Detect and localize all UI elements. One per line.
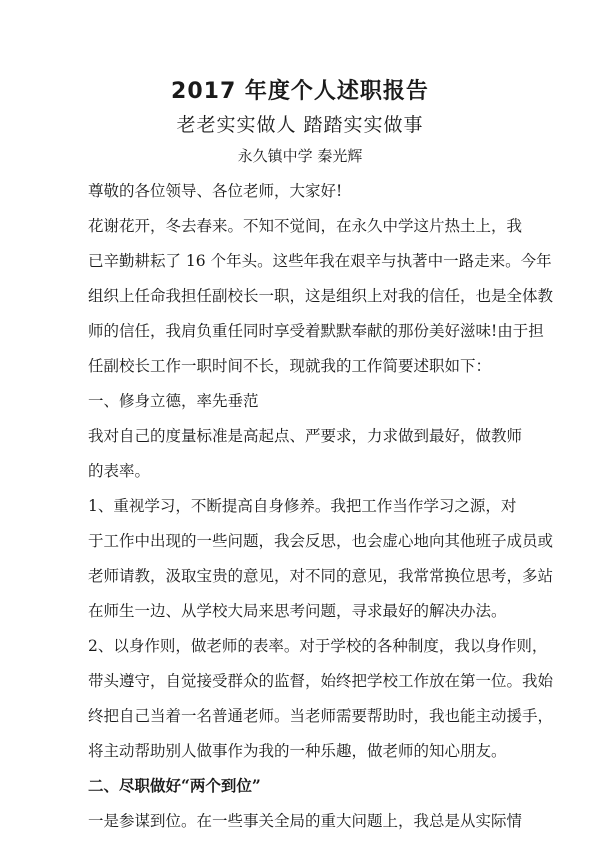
section-heading: 一、修身立德，率先垂范	[88, 392, 259, 410]
body-line: 老师请教，汲取宝贵的意见，对不同的意见，我常常换位思考，多站	[88, 567, 554, 585]
body-line: 终把自己当着一名普通老师。当老师需要帮助时，我也能主动援手，	[88, 707, 554, 725]
body-line: 在师生一边、从学校大局来思考问题，寻求最好的解决办法。	[88, 602, 507, 620]
body-line: 2、以身作则，做老师的表率。对于学校的各种制度，我以身作则，	[88, 637, 548, 655]
document-subtitle: 老老实实做人 踏踏实实做事	[176, 114, 424, 136]
body-line: 一是参谋到位。在一些事关全局的重大问题上，我总是从实际情	[88, 812, 523, 830]
document-title: 2017 年度个人述职报告	[171, 79, 429, 104]
author-byline: 永久镇中学 秦光辉	[237, 147, 363, 165]
body-line: 我对自己的度量标准是高起点、严要求，力求做到最好，做教师	[88, 427, 523, 445]
body-line: 已辛勤耕耘了 16 个年头。这些年我在艰辛与执著中一路走来。今年	[88, 252, 552, 270]
body-line: 的表率。	[88, 462, 151, 480]
body-line: 带头遵守，自觉接受群众的监督，始终把学校工作放在第一位。我始	[88, 672, 554, 690]
section-heading: 二、尽职做好“两个到位”	[88, 776, 261, 795]
body-line: 花谢花开，冬去春来。不知不觉间，在永久中学这片热土上，我	[88, 217, 523, 235]
body-line: 尊敬的各位领导、各位老师，大家好!	[88, 182, 343, 200]
body-line: 1、重视学习，不断提高自身修养。我把工作当作学习之源，对	[88, 497, 517, 515]
body-line: 于工作中出现的一些问题，我会反思，也会虚心地向其他班子成员或	[88, 532, 554, 550]
body-line: 组织上任命我担任副校长一职，这是组织上对我的信任，也是全体教	[88, 287, 554, 305]
body-line: 将主动帮助别人做事作为我的一种乐趣，做老师的知心朋友。	[88, 742, 507, 760]
body-line: 任副校长工作一职时间不长，现就我的工作简要述职如下：	[88, 357, 492, 375]
body-line: 师的信任，我肩负重任同时享受着默默奉献的那份美好滋味!由于担	[88, 322, 544, 340]
